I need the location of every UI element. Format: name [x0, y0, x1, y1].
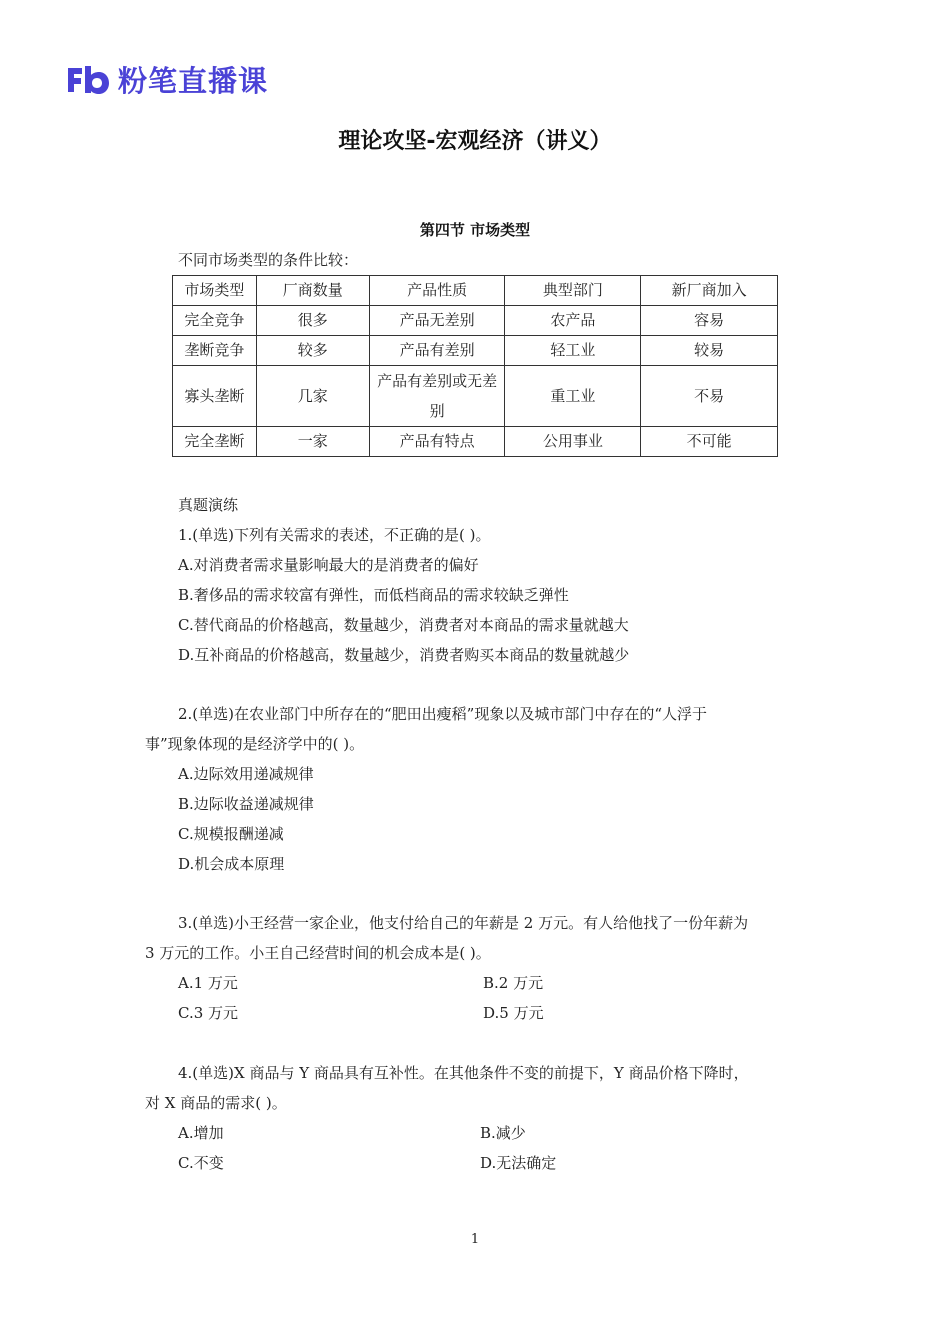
table-cell: 垄断竞争 [173, 336, 257, 366]
table-cell: 较多 [256, 336, 369, 366]
table-cell: 完全垄断 [173, 427, 257, 457]
table-cell: 容易 [641, 306, 778, 336]
table-cell: 农产品 [505, 306, 641, 336]
page-number: 1 [470, 1232, 480, 1247]
table-cell: 不可能 [641, 427, 778, 457]
question-3-option-c: C.3 万元 [178, 1004, 239, 1022]
question-3-stem-line-1: 3.(单选)小王经营一家企业，他支付给自己的年薪是 2 万元。有人给他找了一份年薪为 [178, 914, 749, 932]
question-4-stem-line-1: 4.(单选)X 商品与 Y 商品具有互补性。在其他条件不变的前提下，Y 商品价格下降时， [178, 1064, 749, 1082]
question-4-option-b: B.减少 [480, 1124, 526, 1142]
table-cell: 重工业 [505, 366, 641, 427]
question-1-option-a: A.对消费者需求量影响最大的是消费者的偏好 [178, 556, 479, 574]
table-cell: 不易 [641, 366, 778, 427]
question-1-option-c: C.替代商品的价格越高，数量越少，消费者对本商品的需求量就越大 [178, 616, 629, 634]
question-1-option-b: B.奢侈品的需求较富有弹性，而低档商品的需求较缺乏弹性 [178, 586, 569, 604]
table-row [173, 306, 778, 336]
table-row [173, 336, 778, 366]
question-2-stem-line-2: 事”现象体现的是经济学中的( )。 [145, 735, 365, 753]
question-4-option-d: D.无法确定 [480, 1154, 557, 1172]
table-header-cell: 市场类型 [173, 276, 257, 306]
table-header-cell: 典型部门 [505, 276, 641, 306]
question-1-option-d: D.互补商品的价格越高，数量越少，消费者购买本商品的数量就越少 [178, 646, 630, 664]
table-cell: 产品无差别 [369, 306, 505, 336]
question-3-option-d: D.5 万元 [483, 1004, 544, 1022]
table-header-cell: 新厂商加入 [641, 276, 778, 306]
brand-name: 粉笔直播课 [118, 63, 269, 98]
question-3-option-a: A.1 万元 [178, 974, 238, 992]
question-2-option-b: B.边际收益递减规律 [178, 795, 314, 813]
table-header-cell: 厂商数量 [256, 276, 369, 306]
question-2-stem-line-1: 2.(单选)在农业部门中所存在的“肥田出瘦稻”现象以及城市部门中存在的“人浮于 [178, 705, 708, 723]
question-3-stem-line-2: 3 万元的工作。小王自己经营时间的机会成本是( )。 [145, 944, 491, 962]
table-header-cell: 产品性质 [369, 276, 505, 306]
table-cell: 产品有差别或无差别 [369, 366, 505, 427]
question-2-option-c: C.规模报酬递减 [178, 825, 284, 843]
table-cell: 公用事业 [505, 427, 641, 457]
practice-heading: 真题演练 [178, 496, 239, 514]
question-2-option-a: A.边际效用递减规律 [178, 765, 314, 783]
table-cell: 几家 [256, 366, 369, 427]
question-3-option-b: B.2 万元 [483, 974, 544, 992]
table-cell: 寡头垄断 [173, 366, 257, 427]
question-4-option-a: A.增加 [178, 1124, 224, 1142]
table-cell: 产品有差别 [369, 336, 505, 366]
question-1-stem: 1.(单选)下列有关需求的表述，不正确的是( )。 [178, 526, 491, 544]
table-cell: 很多 [256, 306, 369, 336]
table-row [173, 427, 778, 457]
table-header-row [173, 276, 778, 306]
question-4-option-c: C.不变 [178, 1154, 224, 1172]
question-2-option-d: D.机会成本原理 [178, 855, 285, 873]
question-4-stem-line-2: 对 X 商品的需求( )。 [145, 1094, 287, 1112]
table-row [173, 366, 778, 427]
fb-logo-icon [66, 64, 110, 94]
table-cell: 产品有特点 [369, 427, 505, 457]
table-cell: 完全竞争 [173, 306, 257, 336]
section-intro: 不同市场类型的条件比较： [178, 251, 359, 269]
table-cell: 轻工业 [505, 336, 641, 366]
market-comparison-table [172, 275, 778, 457]
brand-logo [66, 60, 268, 98]
document-title: 理论攻坚-宏观经济（讲义） [338, 129, 612, 154]
section-heading: 第四节 市场类型 [419, 221, 531, 239]
table-cell: 一家 [256, 427, 369, 457]
table-cell: 较易 [641, 336, 778, 366]
